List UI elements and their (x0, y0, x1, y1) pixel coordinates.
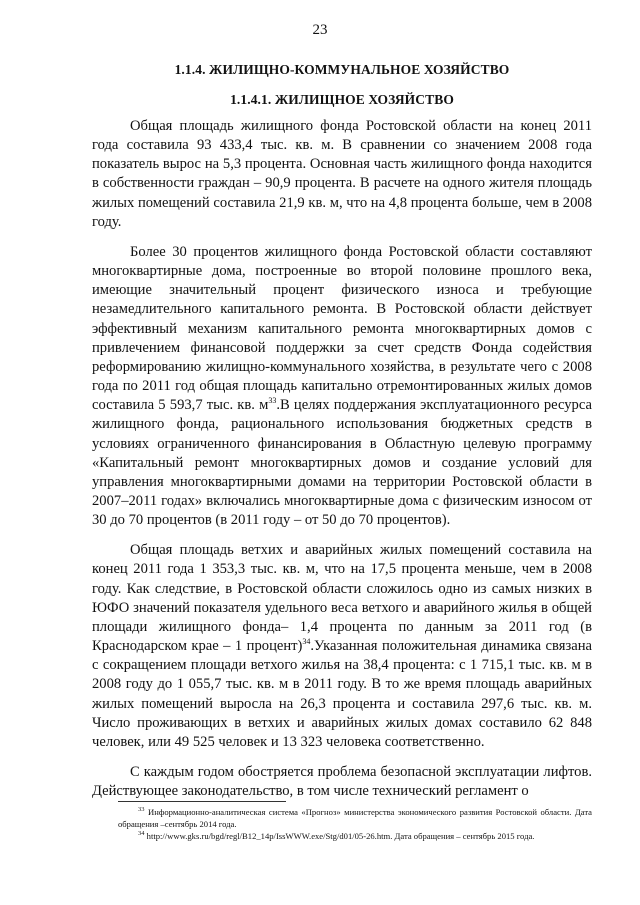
footnote-text: Информационно-аналитическая система «Прогноз» министерства экономического развития Ростовской области. Дата обращения –сентябрь 2014 года. (118, 807, 592, 829)
paragraph-text: Общая площадь ветхих и аварийных жилых помещений составила на конец 2011 года 1 353,3 тыс. кв. м, что на 17,5 процента меньше, чем в 2008 году. Как следствие, в Ростовской области сложилось одно из самых низких в ЮФО значений показателя удельного веса ветхого и аварийного жилья в общей площади жилищного фонда– 1,4 процента по данным за 2011 год (в Краснодарском крае – 1 процент) (92, 542, 592, 655)
footnote-34 (118, 830, 592, 842)
page-number: 23 (312, 22, 328, 38)
footnote-ref-33: 33 (268, 396, 277, 406)
paragraph-capital-repair (92, 243, 592, 530)
paragraph-elevators: С каждым годом обостряется проблема безопасной эксплуатации лифтов. Действующее законодательство, в том числе технический регламент о (92, 764, 592, 800)
section-heading: 1.1.4. ЖИЛИЩНО-КОММУНАЛЬНОЕ ХОЗЯЙСТВО (174, 62, 510, 77)
footnote-separator (118, 801, 286, 802)
footnote-33 (118, 806, 592, 830)
footnote-text: http://www.gks.ru/bgd/regl/B12_14p/IssWWW.exe/Stg/d01/05-26.htm. Дата обращения – сентябрь 2015 года. (144, 831, 535, 841)
paragraph-text: .Указанная положительная динамика связана с сокращением площади ветхого жилья на 38,4 процента: с 1 715,1 тыс. кв. м в 2008 году до 1 055,7 тыс. кв. м в 2011 году. В то же время площадь аварийных жилых помещений выросла на 26,3 процента и составила 297,6 тыс. кв. м. Число проживающих в ветхих и аварийных жилых домах составило 62 848 человек, или 49 525 человек и 13 323 человека соответственно. (92, 638, 592, 750)
footnote-mark: 34 (138, 830, 145, 837)
footnote-ref-34: 34 (302, 637, 311, 647)
paragraph-dilapidated-housing (92, 541, 592, 752)
footnote-mark: 33 (138, 806, 145, 813)
body-text (92, 117, 592, 812)
subsection-heading: 1.1.4.1. ЖИЛИЩНОЕ ХОЗЯЙСТВО (230, 92, 454, 107)
paragraph-text: .В целях поддержания эксплуатационного ресурса жилищного фонда, рационального использования бюджетных средств в условиях ограниченного финансирования в Областную целевую программу «Капитальный ремонт многоквартирных домов и создание условий для управления многоквартирными домами на территории Ростовской области в 2007–2011 годах» включались многоквартирные дома с физическим износом от 30 до 70 процентов (в 2011 году – от 50 до 70 процентов). (92, 397, 592, 529)
footnotes (118, 806, 592, 842)
paragraph-text: Более 30 процентов жилищного фонда Ростовской области составляют многоквартирные дома, построенные во второй половине прошлого века, имеющие значительный процент физического износа и требующие незамедлительного капитального ремонта. В Ростовской области действует эффективный механизм капитального ремонта многоквартирных домов с привлечением финансовой поддержки за счет средств Фонда содействия реформированию жилищно-коммунального хозяйства, в результате чего с 2008 года по 2011 год общая площадь капитально отремонтированных жилых домов составила 5 593,7 тыс. кв. м (92, 243, 592, 414)
paragraph-housing-area: Общая площадь жилищного фонда Ростовской области на конец 2011 года составила 93 433,4 тыс. кв. м. В сравнении со значением 2008 года показатель вырос на 5,3 процента. Основная часть жилищного фонда находится в собственности граждан – 90,9 процента. В расчете на одного жителя площадь жилых помещений составила 21,9 кв. м, что на 4,8 процента больше, чем в 2008 году. (92, 118, 592, 230)
